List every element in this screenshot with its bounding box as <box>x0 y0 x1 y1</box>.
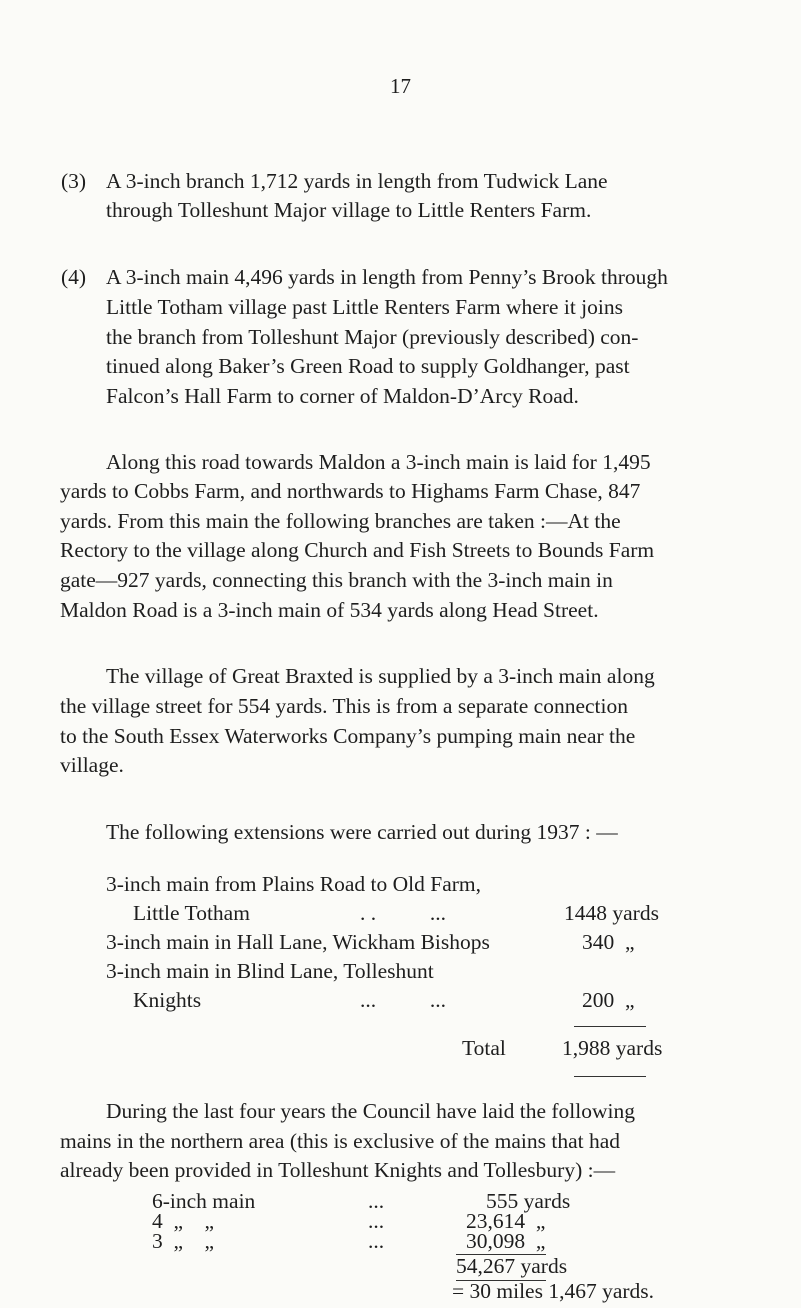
para4-line-1: During the last four years the Council have laid the following <box>106 1099 636 1123</box>
mains-row-2-value: 23,614 „ <box>466 1209 546 1233</box>
para1-line-5: gate—927 yards, connecting this branch with the 3-inch main in <box>60 568 613 592</box>
para1-line-1: Along this road towards Maldon a 3-inch main is laid for 1,495 <box>106 450 651 474</box>
item-4-line-5: Falcon’s Hall Farm to corner of Maldon-D’Arcy Road. <box>106 384 579 408</box>
para2-line-4: village. <box>60 753 124 777</box>
ext-row-3-value: 200 „ <box>582 988 635 1012</box>
ext-sum-rule-bottom <box>574 1076 646 1077</box>
item-3-number: (3) <box>61 169 87 193</box>
ext-row-1-desc-b: Little Totham <box>133 901 250 925</box>
ext-row-3-desc-a: 3-inch main in Blind Lane, Tolleshunt <box>106 959 434 983</box>
para4-line-3: already been provided in Tolleshunt Knights and Tollesbury) :— <box>60 1158 616 1182</box>
para3-intro: The following extensions were carried out during 1937 : — <box>106 820 618 844</box>
mains-equivalent: = 30 miles 1,467 yards. <box>452 1279 655 1303</box>
item-4-number: (4) <box>61 265 87 289</box>
mains-row-3-label: 3 „ „ <box>152 1229 215 1253</box>
ext-row-3-desc-b: Knights <box>133 988 202 1012</box>
mains-row-2-dots: ... <box>368 1209 385 1233</box>
item-4-line-2: Little Totham village past Little Renters Farm where it joins <box>106 295 623 319</box>
item-4-line-1: A 3-inch main 4,496 yards in length from Penny’s Brook through <box>106 265 668 289</box>
page-number: 17 <box>390 74 411 98</box>
para1-line-6: Maldon Road is a 3-inch main of 534 yards along Head Street. <box>60 598 599 622</box>
para1-line-3: yards. From this main the following branches are taken :—At the <box>60 509 621 533</box>
ext-row-1-value: 1448 yards <box>564 901 659 925</box>
para2-line-3: to the South Essex Waterworks Company’s pumping main near the <box>60 724 636 748</box>
ext-row-3-dots: ... ... <box>360 988 446 1012</box>
ext-row-2-desc: 3-inch main in Hall Lane, Wickham Bishops <box>106 930 490 954</box>
mains-row-3-value: 30,098 „ <box>466 1229 546 1253</box>
mains-row-1-value: 555 yards <box>486 1189 571 1213</box>
ext-total-value: 1,988 yards <box>562 1036 663 1060</box>
mains-row-1-label: 6-inch main <box>152 1189 256 1213</box>
para2-line-2: the village street for 554 yards. This is from a separate connection <box>60 694 628 718</box>
para1-line-2: yards to Cobbs Farm, and northwards to Highams Farm Chase, 847 <box>60 479 641 503</box>
mains-row-2-label: 4 „ „ <box>152 1209 215 1233</box>
item-4-line-3: the branch from Tolleshunt Major (previously described) con- <box>106 325 639 349</box>
ext-total-label: Total <box>462 1036 506 1060</box>
para4-line-2: mains in the northern area (this is exclusive of the mains that had <box>60 1129 621 1153</box>
item-3-line-1: A 3-inch branch 1,712 yards in length from Tudwick Lane <box>106 169 608 193</box>
ext-row-1-dots: . . ... <box>360 901 446 925</box>
item-3-line-2: through Tolleshunt Major village to Little Renters Farm. <box>106 198 592 222</box>
para1-line-4: Rectory to the village along Church and Fish Streets to Bounds Farm <box>60 538 655 562</box>
ext-row-2-value: 340 „ <box>582 930 635 954</box>
mains-sum: 54,267 yards <box>456 1254 568 1278</box>
ext-row-1-desc-a: 3-inch main from Plains Road to Old Farm, <box>106 872 482 896</box>
ext-sum-rule-top <box>574 1026 646 1027</box>
item-4-line-4: tinued along Baker’s Green Road to supply Goldhanger, past <box>106 354 630 378</box>
para2-line-1: The village of Great Braxted is supplied by a 3-inch main along <box>106 664 655 688</box>
mains-row-3-dots: ... <box>368 1229 385 1253</box>
mains-row-1-dots: ... <box>368 1189 385 1213</box>
